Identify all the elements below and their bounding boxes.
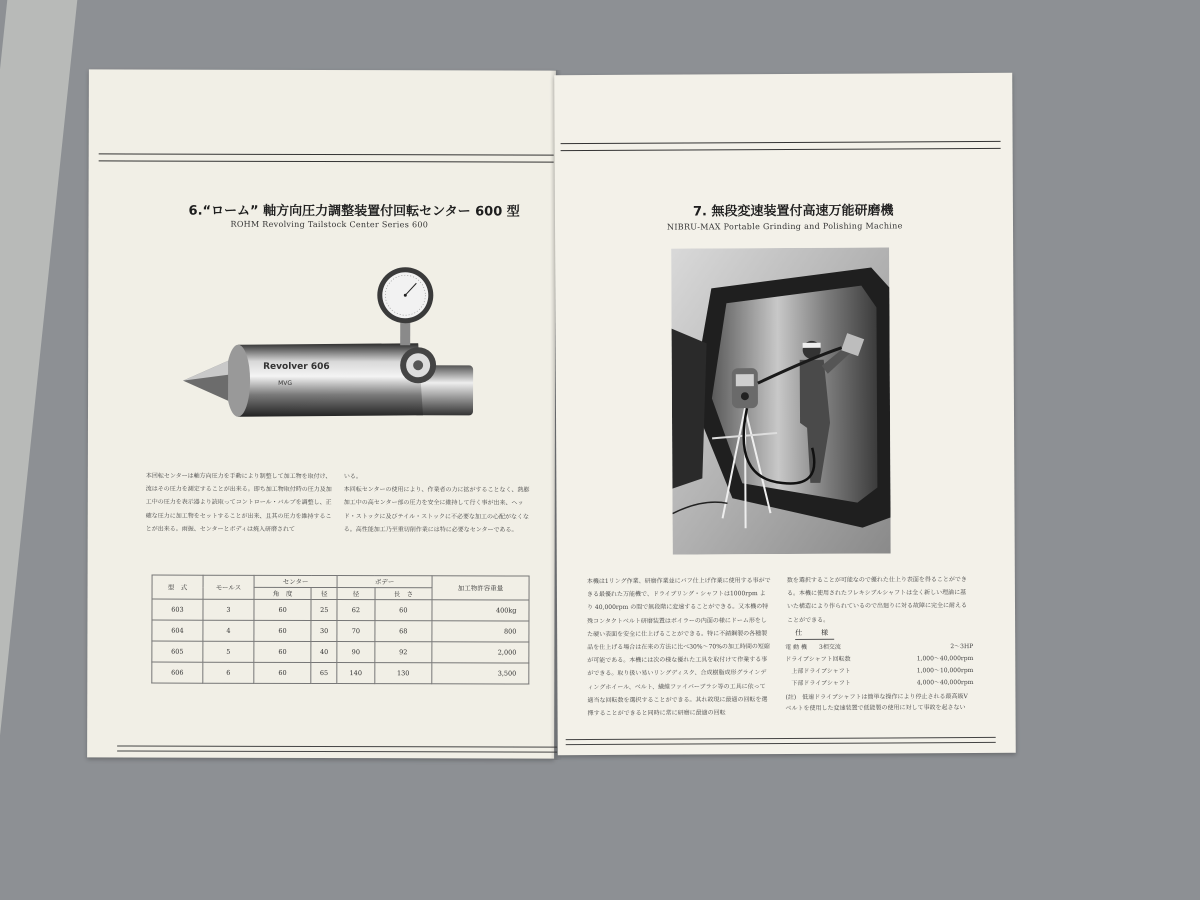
spec-key: 上部ドライブシャフト	[785, 667, 851, 676]
body-text-col2: いる。 本回転センターの使用により、作業者の力に拡がすることなく、熱膨加工中の高センター部の圧力を安全に維持して行く事が出来、ヘッド・ストックに及びテイル・ストックに不必要な加工の心配がなくなる。高性能加工乃至重切削作業には特に必要なセンターである。	[343, 473, 530, 534]
engraving-mark: MVG	[278, 379, 293, 387]
table-cell: 606	[152, 662, 203, 683]
body-text-col1: 本回転センターは軸方向圧力を手動により制整して加工物を取付け、流はその圧力を測定することが出来る。即ち加工物取付時の圧力及加工中の圧力を表示器より読取ってコントロール・バルブを調整し、正確な圧力に加工物をセットすることが出来、且其の圧力を維持することが出来る。雨振、センターとボディは焼入研磨されて	[145, 472, 332, 533]
sub-header-length: 長 さ	[375, 588, 432, 600]
col-header-model: 型 式	[152, 575, 203, 599]
page-subtitle: NIBRU-MAX Portable Grinding and Polishing Machine	[666, 221, 903, 232]
table-cell: 800	[432, 621, 529, 642]
table-cell: 60	[254, 662, 311, 683]
table-cell: 2,000	[432, 642, 529, 663]
page-title: 6.“ローム” 軸方向圧力調整装置付回転センター 600 型	[188, 203, 520, 220]
table-cell: 25	[311, 599, 337, 620]
table-cell: 5	[203, 641, 254, 662]
spec-row	[785, 641, 973, 654]
table-cell: 30	[311, 620, 337, 641]
spec-value: 2〜3HP	[950, 643, 974, 651]
right-page	[554, 73, 1016, 755]
table-row	[152, 620, 529, 642]
spec-row	[785, 653, 973, 666]
body-text-col2: 数を選択することが可能なので優れた仕上り表面を得ることができる。本機に使用されたフレキシブルシャフトは全く新しい理論に基いた構造により作られているので出廻りに対る故障に完全に耐えることができる。	[786, 576, 968, 624]
svg-text:Revolver 606	[263, 362, 330, 372]
table-cell: 400kg	[432, 600, 529, 621]
background-sheet	[0, 0, 77, 900]
table-cell: 603	[152, 599, 203, 620]
spec-key: 電 動 機 3相交流	[785, 643, 841, 652]
spec-row	[785, 677, 973, 690]
table-row	[152, 662, 529, 684]
sub-header-body-dia: 径	[337, 588, 375, 600]
sub-header-angle: 角 度	[254, 587, 311, 599]
sub-header-center-dia: 径	[311, 587, 337, 599]
body-text-col1: 本機は1リング作業、研磨作業並にバフ仕上げ作業に使用する事ができる最優れた万能機で、ドライブリング・シャフトは1000rpm より 40,000rpm の間で無段階に変速することができる。又本機の特殊コンタクトベルト研磨装置はボイラーの内面の様にドーム形をした硬い表面を安全に仕上げることができる。特に不錆鋼製の各種製品を仕上げる場合は在来の方法に比べ30%〜70%の加工時間の短縮が可能である。本機には次の様な優れた工具を取付けて作業する事ができる。取り扱い易いリングディスク、合成樹脂成形グラインディングホイール、ベルト、繊維ファイバーブラシ等の工具に依って適当な回転数を選択することができる。其れ故現に最適の回転を選擇することができると同時に常に研磨に最適の回転	[586, 577, 771, 718]
spec-note: (註) 低速ドライブシャフトは簡単な操作により停止される最高級Vベルトを使用した変速装置で低能製の使用に対して事故を起さない	[785, 693, 968, 713]
spec-key: 下部ドライブシャフト	[785, 679, 851, 688]
left-page	[87, 69, 556, 758]
table-cell: 65	[311, 662, 337, 683]
table-cell: 62	[337, 600, 375, 621]
spec-value: 1,000〜40,000rpm	[916, 655, 974, 663]
table-cell: 130	[374, 663, 431, 684]
table-cell: 68	[375, 621, 432, 642]
table-cell: 90	[337, 642, 375, 663]
table-row	[152, 599, 529, 621]
col-header-body: ボデー	[337, 576, 432, 588]
svg-text:MVG	[278, 380, 292, 387]
table-row	[152, 641, 529, 663]
col-header-weight: 加工物許容重量	[432, 576, 529, 600]
table-cell: 60	[254, 620, 311, 641]
table-cell: 60	[254, 599, 311, 620]
spec-value: 4,000〜40,000rpm	[916, 679, 974, 687]
spec-value: 1,000〜10,000rpm	[916, 667, 974, 675]
spec-row	[785, 665, 973, 678]
col-header-morse: モールス	[203, 575, 254, 599]
bottom-rule	[117, 745, 557, 752]
table-cell: 6	[203, 662, 254, 683]
table-cell: 140	[337, 663, 375, 684]
table-cell: 60	[254, 641, 311, 662]
table-cell: 3,500	[432, 663, 529, 684]
page-subtitle: ROHM Revolving Tailstock Center Series 600	[230, 219, 429, 230]
table-cell: 60	[375, 600, 432, 621]
spec-heading: 仕 様	[795, 628, 834, 640]
brochure-spread	[88, 70, 1018, 760]
top-rule	[99, 153, 554, 162]
bottom-rule	[566, 737, 996, 745]
table-cell: 92	[375, 642, 432, 663]
table-cell: 605	[152, 641, 203, 662]
spec-table	[151, 575, 529, 685]
table-cell: 4	[203, 620, 254, 641]
spec-list	[785, 641, 973, 690]
spec-key: ドライブシャフト回転数	[785, 655, 851, 664]
col-header-center: センター	[254, 575, 337, 587]
table-cell: 3	[203, 599, 254, 620]
table-cell: 604	[152, 620, 203, 641]
grinding-machine-photo	[671, 247, 891, 554]
table-cell: 40	[311, 641, 337, 662]
table-cell: 70	[337, 621, 375, 642]
page-title: 7. 無段変速装置付高速万能研磨機	[692, 203, 894, 220]
engraving-text: Revolver 606	[263, 361, 330, 373]
top-rule	[561, 141, 1001, 151]
revolving-center-photo	[178, 265, 488, 451]
